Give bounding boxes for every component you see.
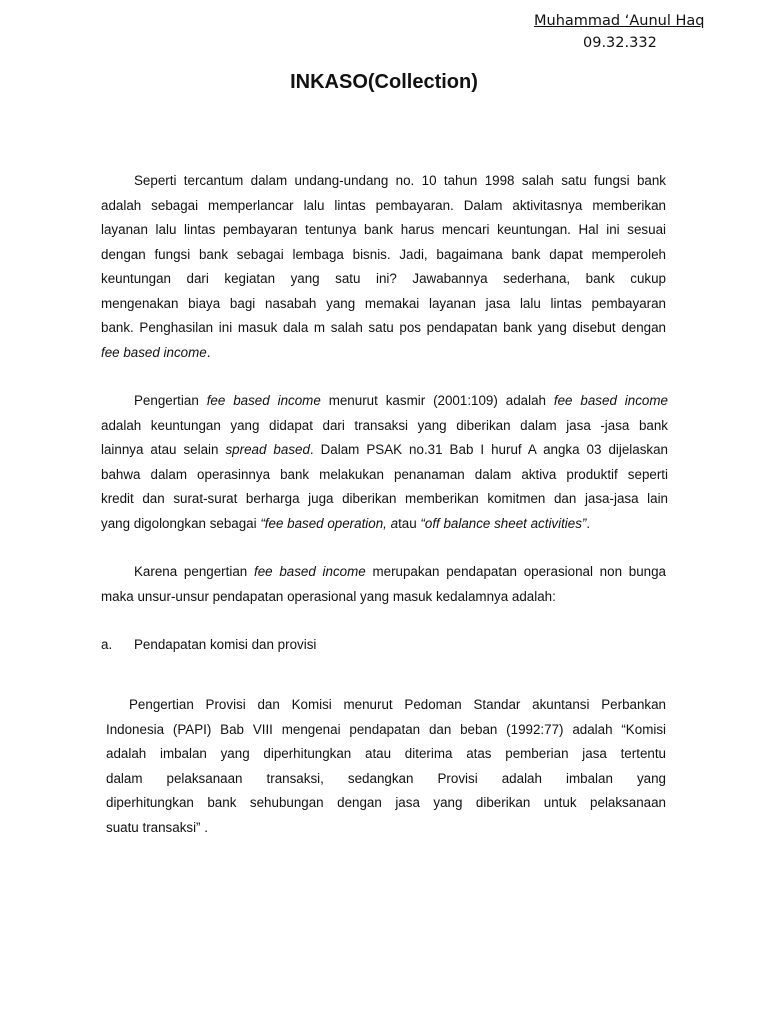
italic-term: spread based <box>225 442 310 457</box>
paragraph-line <box>101 341 666 366</box>
paragraph-line: layanan lalu lintas pembayaran tentunya bank harus mencari keuntungan. Hal ini sesuai <box>101 222 666 237</box>
line-text: . Dalam PSAK no.31 Bab I huruf A angka 03 dijelaskan <box>309 442 668 457</box>
document-title: INKASO(Collection) <box>290 71 478 93</box>
paragraph-line <box>106 693 666 718</box>
italic-term: fee based income <box>253 564 366 579</box>
author-name: Muhammad ‘Aunul Haq <box>534 13 705 29</box>
paragraph-line: diperhitungkan bank sehubungan dengan jasa yang diberikan untuk pelaksanaan <box>106 795 666 810</box>
paragraph-line: adalah sebagai memperlancar lalu lintas pembayaran. Dalam aktivitasnya memberikan <box>101 197 666 213</box>
paragraph-line: keuntungan dari kegiatan yang satu ini? Jawabannya sederhana, bank cukup <box>101 271 666 286</box>
italic-term: fee based income <box>553 393 668 408</box>
paragraph-line: mengenakan biaya bagi nasabah yang memakai layanan jasa lalu lintas pembayaran <box>101 295 666 311</box>
line-text: menurut kasmir (2001:109) adalah <box>320 393 554 408</box>
paragraph-line: suatu transaksi” . <box>106 819 208 835</box>
paragraph-line: maka unsur-unsur pendapatan operasional yang masuk kedalamnya adalah: <box>101 588 556 604</box>
italic-term: fee based income <box>101 344 207 360</box>
author-id: 09.32.332 <box>583 35 657 51</box>
paragraph-elements <box>101 560 666 609</box>
paragraph-line: adalah keuntungan yang didapat dari transaksi yang diberikan dalam jasa -jasa bank <box>101 417 668 433</box>
paragraph-line: bahwa dalam operasinnya bank melakukan penanaman dalam aktiva produktif seperti <box>101 466 668 482</box>
line-text: merupakan pendapatan operasional non bunga <box>365 564 667 579</box>
line-text: Karena pengertian <box>134 564 254 579</box>
list-marker: a. <box>101 637 113 652</box>
paragraph-line <box>101 169 666 194</box>
line-text: . <box>586 515 591 531</box>
paragraph-line <box>101 389 668 414</box>
line-text: lainnya atau selain <box>101 442 226 457</box>
paragraph-provisi-komisi <box>106 693 666 840</box>
italic-term: fee based income <box>206 393 321 408</box>
paragraph-line: Indonesia (PAPI) Bab VIII mengenai pendapatan dan beban (1992:77) adalah “Komisi <box>106 721 666 737</box>
paragraph-line <box>101 560 666 585</box>
paragraph-line <box>101 438 668 463</box>
line-text: . <box>206 344 211 360</box>
line-text: yang digolongkan sebagai <box>101 515 261 531</box>
list-item-a <box>101 633 316 657</box>
paragraph-line: bank. Penghasilan ini masuk dala m salah satu pos pendapatan bank yang disebut dengan <box>101 320 666 335</box>
italic-term: “off balance sheet activities” <box>420 515 587 531</box>
paragraph-intro <box>101 169 666 365</box>
line-text: Pengertian Provisi dan Komisi menurut Pedoman Standar akuntansi Perbankan <box>129 697 666 712</box>
paragraph-line: dalam pelaksanaan transaksi, sedangkan Provisi adalah imbalan yang <box>106 770 666 786</box>
paragraph-line <box>101 512 668 537</box>
author-block <box>534 10 734 54</box>
italic-term: “fee based operation, a <box>260 515 399 531</box>
line-text: Seperti tercantum dalam undang-undang no. 10 tahun 1998 salah satu fungsi bank <box>134 173 666 188</box>
line-text: tau <box>398 515 421 531</box>
paragraph-line: adalah imbalan yang diperhitungkan atau diterima atas pemberian jasa tertentu <box>106 746 666 761</box>
line-text: Pengertian <box>134 393 207 408</box>
paragraph-definition <box>101 389 668 536</box>
paragraph-line: dengan fungsi bank sebagai lembaga bisnis. Jadi, bagaimana bank dapat memperoleh <box>101 246 666 262</box>
list-item-text: Pendapatan komisi dan provisi <box>134 637 317 652</box>
paragraph-line: kredit dan surat-surat berharga juga diberikan memberikan komitmen dan jasa-jasa lain <box>101 491 668 506</box>
